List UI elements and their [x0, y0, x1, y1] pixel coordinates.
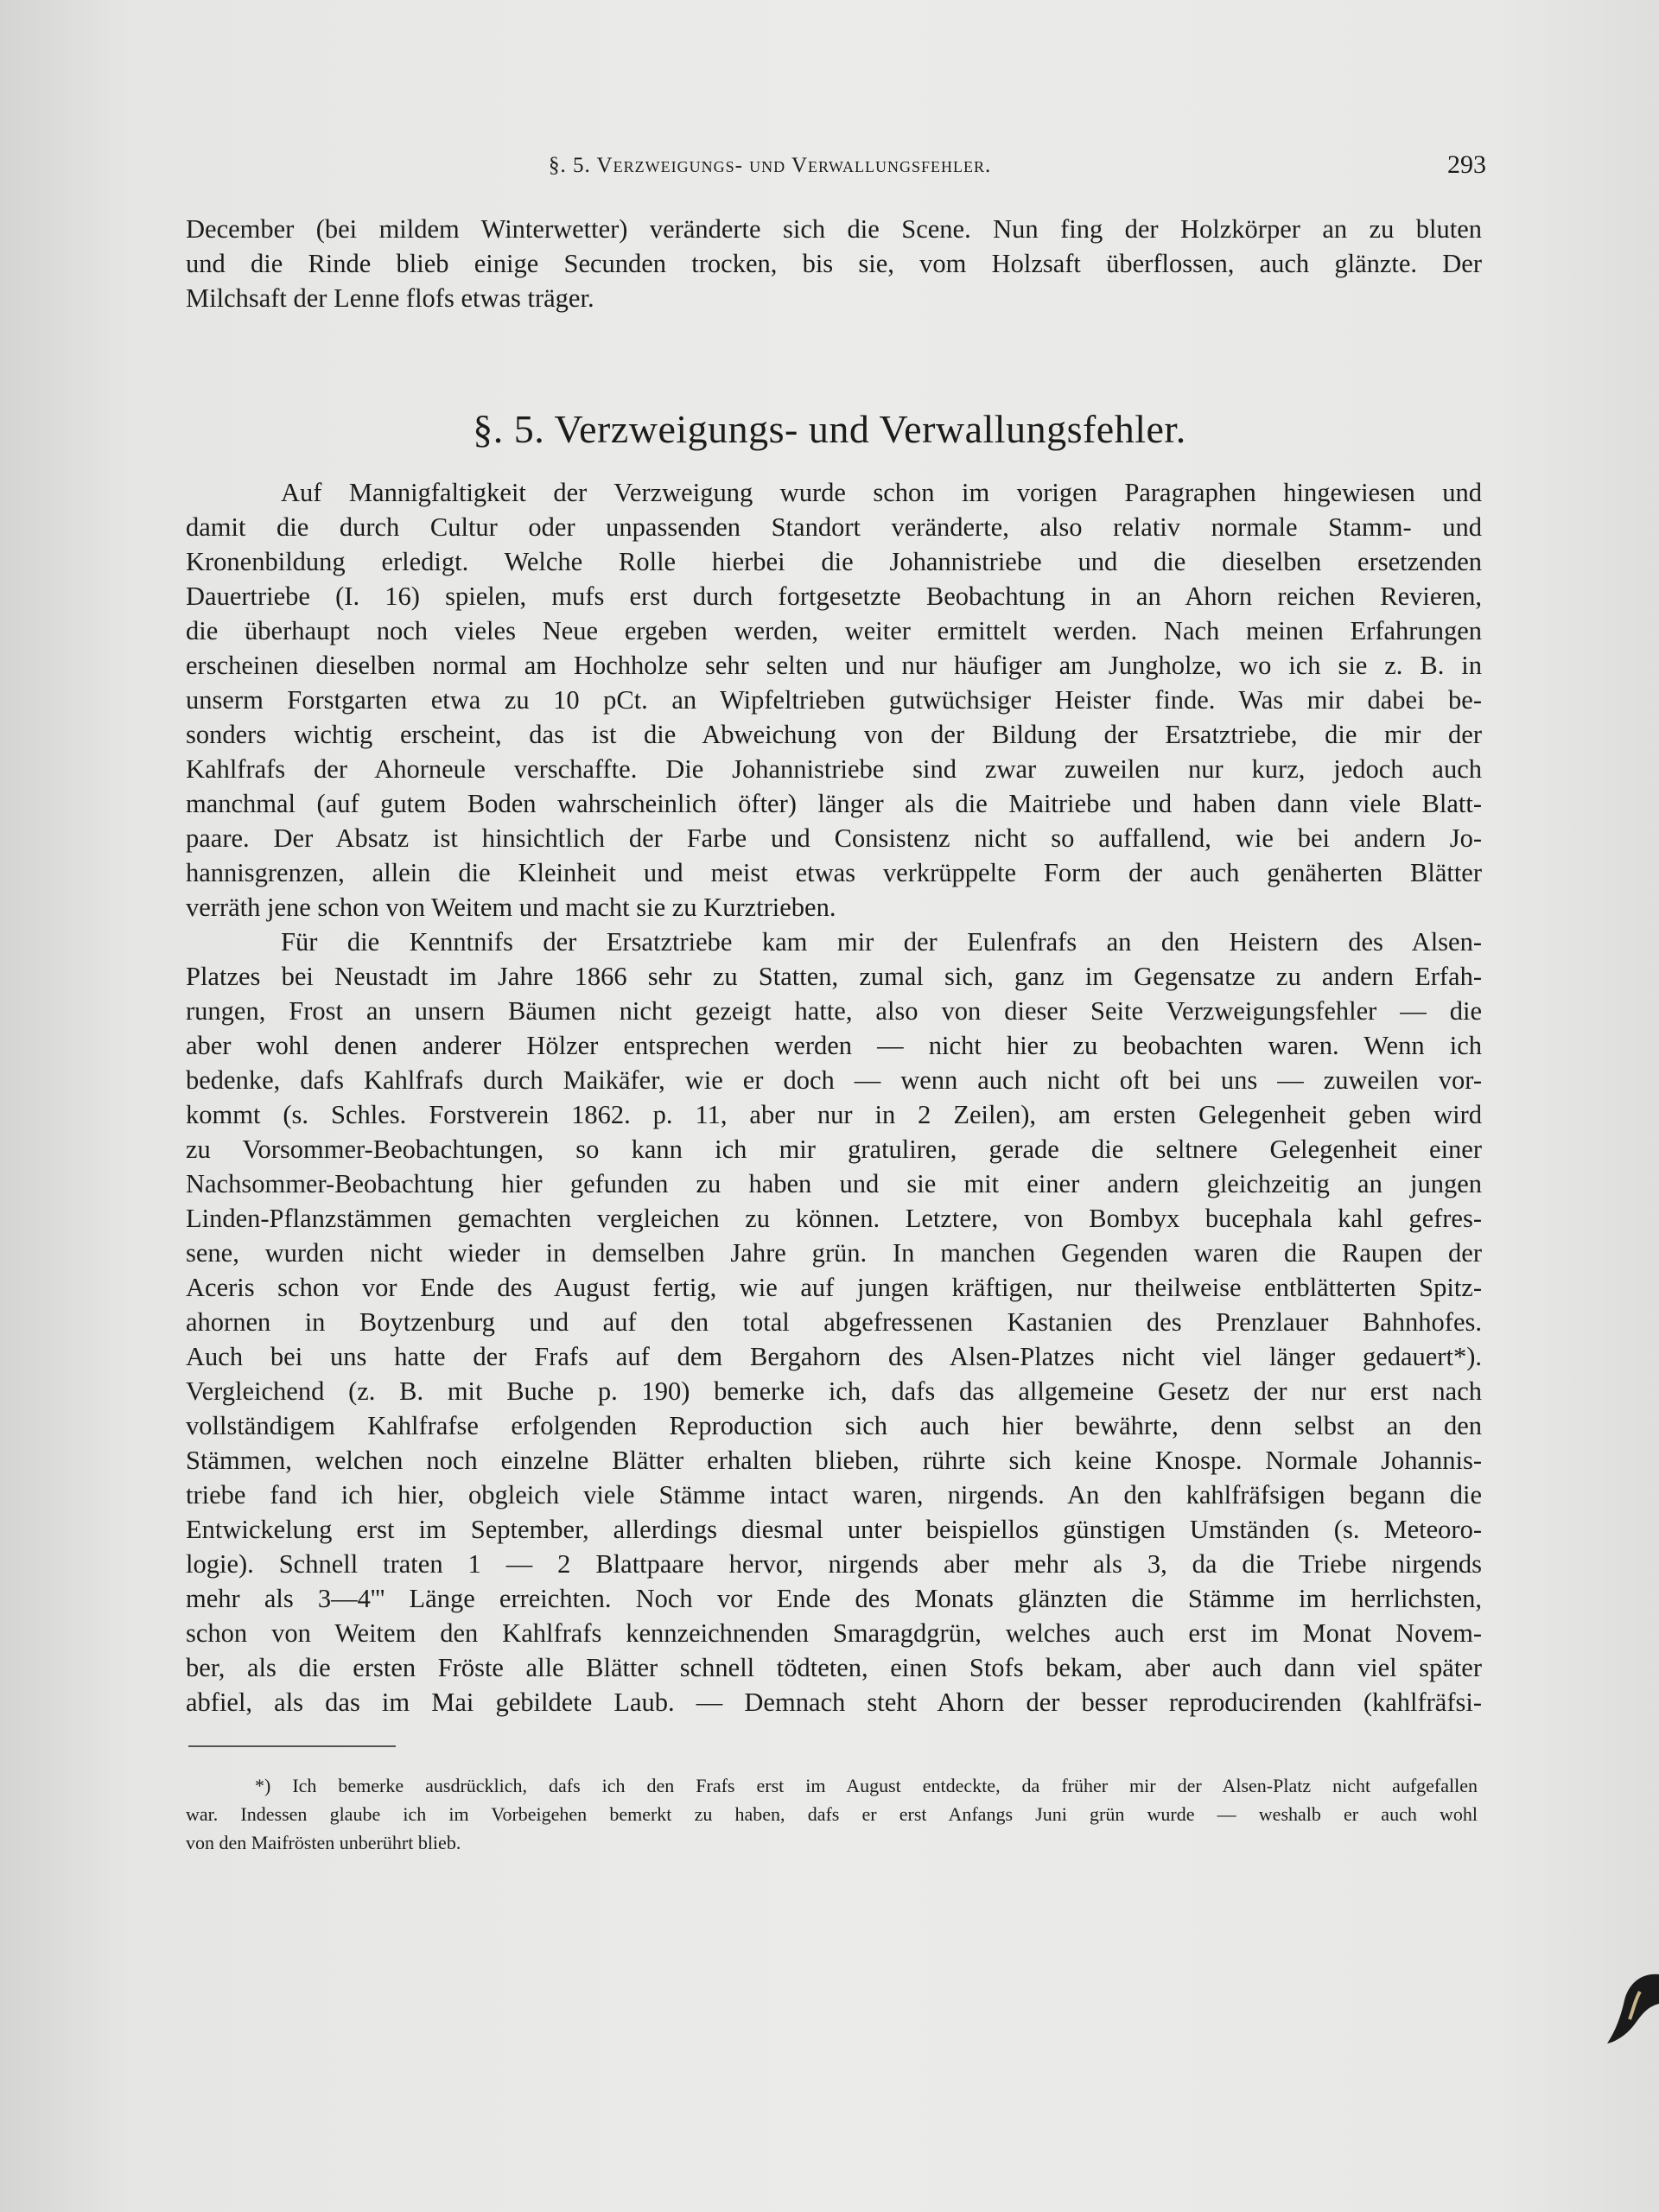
text-line: sene, wurden nicht wieder in demselben Jahre grün. In manchen Gegenden waren die Raupen der	[186, 1238, 1482, 1268]
text-line: Kahlfrafs der Ahorneule verschaffte. Die Johannistriebe sind zwar zuweilen nur kurz, jedoch auch	[186, 754, 1482, 784]
text-line: vollständigem Kahlfrafse erfolgenden Reproduction sich auch hier bewährte, denn selbst an den	[186, 1411, 1482, 1440]
text-line: Auf Mannigfaltigkeit der Verzweigung wurde schon im vorigen Paragraphen hingewiesen und	[281, 478, 1482, 507]
text-line: Milchsaft der Lenne flofs etwas träger.	[186, 283, 594, 313]
text-line: schon von Weitem den Kahlfrafs kennzeichnenden Smaragdgrün, welches auch erst im Monat Novem-	[186, 1618, 1482, 1648]
text-line: mehr als 3—4''' Länge erreichten. Noch vor Ende des Monats glänzten die Stämme im herrlichsten,	[186, 1584, 1482, 1613]
text-line: December (bei mildem Winterwetter) veränderte sich die Scene. Nun fing der Holzkörper an zu bluten	[186, 214, 1482, 244]
footnote-line: *) Ich bemerke ausdrücklich, dafs ich den Frafs erst im August entdeckte, da früher mir der Alsen-Platz nicht aufgefallen	[255, 1775, 1478, 1796]
text-line: abfiel, als das im Mai gebildete Laub. — Demnach steht Ahorn der besser reproducirenden (kahlfräfsi-	[186, 1688, 1482, 1717]
text-line: erscheinen dieselben normal am Hochholze sehr selten und nur häufiger am Jungholze, wo ich sie z. B. in	[186, 651, 1482, 680]
text-line: ahornen in Boytzenburg und auf den total abgefressenen Kastanien des Prenzlauer Bahnhofes.	[186, 1307, 1482, 1337]
text-line: unserm Forstgarten etwa zu 10 pCt. an Wipfeltrieben gutwüchsiger Heister finde. Was mir dabei be-	[186, 685, 1482, 715]
body-text	[186, 475, 1482, 1719]
text-line: Platzes bei Neustadt im Jahre 1866 sehr zu Statten, zumal sich, ganz im Gegensatze zu andern Erfah-	[186, 962, 1482, 991]
text-line: logie). Schnell traten 1 — 2 Blattpaare hervor, nirgends aber mehr als 3, da die Triebe nirgends	[186, 1549, 1482, 1579]
text-line: hannisgrenzen, allein die Kleinheit und meist etwas verkrüppelte Form der auch genäherten Blätter	[186, 858, 1482, 887]
text-line: und die Rinde blieb einige Secunden trocken, bis sie, vom Holzsaft überflossen, auch glänzte. Der	[186, 249, 1482, 278]
footnote	[186, 1771, 1478, 1857]
page-number: 293	[1447, 150, 1486, 179]
text-line: Dauertriebe (I. 16) spielen, mufs erst durch fortgesetzte Beobachtung in an Ahorn reichen Revieren,	[186, 582, 1482, 611]
text-line: manchmal (auf gutem Boden wahrscheinlich öfter) länger als die Maitriebe und haben dann viele Blatt-	[186, 789, 1482, 818]
text-line: rungen, Frost an unsern Bäumen nicht gezeigt hatte, also von dieser Seite Verzweigungsfehler — die	[186, 996, 1482, 1026]
paragraph-1	[186, 475, 1482, 925]
text-line: zu Vorsommer-Beobachtungen, so kann ich mir gratuliren, gerade die seltnere Gelegenheit einer	[186, 1135, 1482, 1164]
text-line: aber wohl denen anderer Hölzer entsprechen werden — nicht hier zu beobachten waren. Wenn ich	[186, 1031, 1482, 1060]
text-line: bedenke, dafs Kahlfrafs durch Maikäfer, wie er doch — wenn auch nicht oft bei uns — zuweilen vor-	[186, 1065, 1482, 1095]
text-line: verräth jene schon von Weitem und macht sie zu Kurztrieben.	[186, 893, 836, 922]
text-line: damit die durch Cultur oder unpassenden Standort veränderte, also relativ normale Stamm- und	[186, 512, 1482, 542]
text-line: Entwickelung erst im September, allerdings diesmal unter beispiellos günstigen Umständen (s. Meteoro-	[186, 1515, 1482, 1544]
thumb-shadow-icon	[1590, 1966, 1659, 2069]
text-line: triebe fand ich hier, obgleich viele Stämme intact waren, nirgends. An den kahlfräfsigen begann die	[186, 1480, 1482, 1510]
text-line: Linden-Pflanzstämmen gemachten vergleichen zu können. Letztere, von Bombyx bucephala kahl gefres-	[186, 1204, 1482, 1233]
paragraph-2	[186, 925, 1482, 1719]
text-line: die überhaupt noch vieles Neue ergeben werden, weiter ermittelt werden. Nach meinen Erfahrungen	[186, 616, 1482, 645]
text-line: Aceris schon vor Ende des August fertig, wie auf jungen kräftigen, nur theilweise entblätterten Spitz-	[186, 1273, 1482, 1302]
text-line: Nachsommer-Beobachtung hier gefunden zu haben und sie mit einer andern gleichzeitig an jungen	[186, 1169, 1482, 1198]
text-line: paare. Der Absatz ist hinsichtlich der Farbe und Consistenz nicht so auffallend, wie bei andern Jo-	[186, 823, 1482, 853]
intro-paragraph	[186, 212, 1482, 315]
text-line: Kronenbildung erledigt. Welche Rolle hierbei die Johannistriebe und die dieselben ersetzenden	[186, 547, 1482, 576]
text-line: Vergleichend (z. B. mit Buche p. 190) bemerke ich, dafs das allgemeine Gesetz der nur erst nach	[186, 1376, 1482, 1406]
running-head-title: §. 5. Verzweigungs- und Verwallungsfehler.	[549, 154, 992, 177]
section-heading: §. 5. Verzweigungs- und Verwallungsfehler.	[473, 407, 1186, 451]
text-line: Stämmen, welchen noch einzelne Blätter erhalten blieben, rührte sich keine Knospe. Normale Johannis-	[186, 1446, 1482, 1475]
footnote-rule	[188, 1745, 396, 1747]
text-line: Für die Kenntnifs der Ersatztriebe kam mir der Eulenfrafs an den Heistern des Alsen-	[281, 927, 1482, 957]
footnote-line: war. Indessen glaube ich im Vorbeigehen bemerkt zu haben, dafs er erst Anfangs Juni grün wurde — weshalb er auch wohl	[186, 1803, 1478, 1825]
text-line: sonders wichtig erscheint, das ist die Abweichung von der Bildung der Ersatztriebe, die mir der	[186, 720, 1482, 749]
footnote-line: von den Maifrösten unberührt blieb.	[186, 1832, 461, 1853]
running-head	[186, 150, 1486, 188]
text-line: kommt (s. Schles. Forstverein 1862. p. 11, aber nur in 2 Zeilen), am ersten Gelegenheit geben wird	[186, 1100, 1482, 1129]
text-line: ber, als die ersten Fröste alle Blätter schnell tödteten, einen Stofs bekam, aber auch dann viel später	[186, 1653, 1482, 1682]
text-line: Auch bei uns hatte der Frafs auf dem Bergahorn des Alsen-Platzes nicht viel länger gedauert*).	[186, 1342, 1482, 1371]
